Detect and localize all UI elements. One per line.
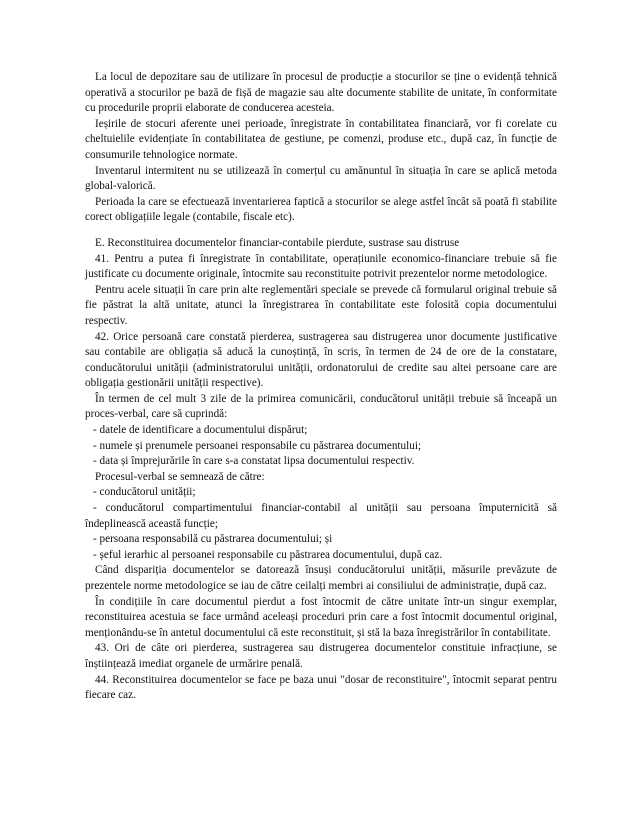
paragraph: Pentru acele situații în care prin alte reglementări speciale se prevede că formularul original trebuie să fie păstrat la altă unitate, atunci la înregistrarea în contabilitate este folosită copia documentului respectiv. [85, 283, 557, 327]
list-item: - datele de identificare a documentului dispărut; [93, 424, 308, 437]
list-item: - conducătorul compartimentului financiar-contabil al unității sau persoana împuternicită să îndeplinească această funcție; [85, 502, 557, 530]
paragraph: Când dispariția documentelor se datorează însuși conducătorului unității, măsurile prevăzute de prezentele norme metodologice se iau de către ceilalți membri ai consiliului de administrație, după caz. [85, 564, 557, 592]
paragraph-42: 42. Orice persoană care constată pierderea, sustragerea sau distrugerea unor documente justificative sau contabile are obligația să aducă la cunoștință, în scris, în termen de 24 de ore de la constatare, conducătorului unității (administratorului unității, ordonatorului de credite sau altei persoane care are obligația gestionării unității respective). [85, 330, 557, 390]
paragraph-41: 41. Pentru a putea fi înregistrate în contabilitate, operațiunile economico-financiare trebuie să fie justificate cu documente originale, întocmite sau reconstituite potrivit prezentelor norme metodologice. [85, 252, 557, 281]
paragraph-43: 43. Ori de câte ori pierderea, sustragerea sau distrugerea documentelor constituie infracțiune, se înștiințează imediat organele de urmărire penală. [85, 642, 557, 670]
section-heading: E. Reconstituirea documentelor financiar-contabile pierdute, sustrase sau distruse [95, 236, 460, 249]
paragraph: Ieșirile de stocuri aferente unei perioade, înregistrate în contabilitatea financiară, vor fi corelate cu cheltuielile evidențiate în contabilitatea de gestiune, pe comenzi, produse etc., după caz, în funcție de consumurile tehnologice normate. [85, 117, 557, 161]
list-item: - conducătorul unității; [93, 486, 196, 499]
list-item: - numele și prenumele persoanei responsabile cu păstrarea documentului; [93, 439, 422, 452]
paragraph: Inventarul intermitent nu se utilizează în comerțul cu amănuntul în situația în care se aplică metoda global-valorică. [85, 164, 557, 193]
list-item: - data și împrejurările în care s-a constatat lipsa documentului respectiv. [93, 455, 415, 468]
paragraph: În termen de cel mult 3 zile de la primirea comunicării, conducătorul unității trebuie să înceapă un proces-verbal, care să cuprindă: [85, 392, 557, 421]
spacer [85, 226, 557, 236]
paragraph: Perioada la care se efectuează inventarierea faptică a stocurilor se alege astfel încât să poată fi stabilite corect obligațiile legale (contabile, fiscale etc). [85, 195, 557, 224]
paragraph-44: 44. Reconstituirea documentelor se face pe baza unui "dosar de reconstituire", întocmit separat pentru fiecare caz. [85, 673, 557, 702]
paragraph: În condițiile în care documentul pierdut a fost întocmit de către unitate într-un singur exemplar, reconstituirea acestuia se face urmând aceleași proceduri prin care a fost întocmit documentul original, menționându-se în antetul documentului că este reconstituit, și stă la baza înregistrărilor în contabilitate. [85, 595, 557, 639]
paragraph: La locul de depozitare sau de utilizare în procesul de producție a stocurilor se ține o evidență tehnică operativă a stocurilor pe bază de fișă de magazie sau alte documente stabilite de unitate, în conformitate cu procedurile proprii elaborate de conducerea acesteia. [85, 71, 557, 115]
paragraph: Procesul-verbal se semnează de către: [95, 470, 265, 483]
list-item: - persoana responsabilă cu păstrarea documentului; și [93, 533, 333, 546]
list-item: - șeful ierarhic al persoanei responsabile cu păstrarea documentului, după caz. [93, 548, 443, 561]
document-page [85, 70, 557, 704]
